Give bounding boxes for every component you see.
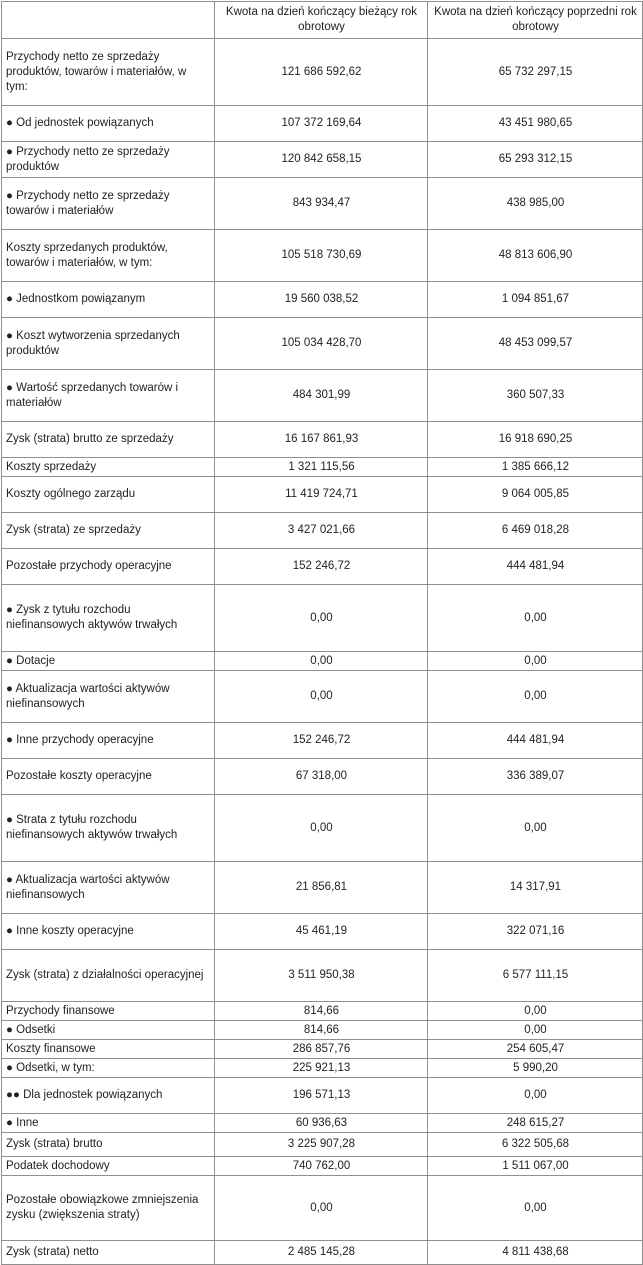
table-row (2, 1078, 643, 1114)
table-row (2, 370, 643, 422)
previous-year-value: 0,00 (428, 585, 643, 652)
previous-year-value: 9 064 005,85 (428, 477, 643, 513)
table-row (2, 862, 643, 914)
previous-year-value: 1 094 851,67 (428, 282, 643, 318)
row-label: ● Aktualizacja wartości aktywów niefinansowych (2, 671, 215, 723)
row-label: Koszty finansowe (2, 1040, 215, 1059)
current-year-value: 11 419 724,71 (215, 477, 428, 513)
row-label: Koszty sprzedaży (2, 458, 215, 477)
table-row (2, 914, 643, 950)
header-current-year: Kwota na dzień kończący bieżący rok obrotowy (215, 2, 428, 39)
table-row (2, 1021, 643, 1040)
previous-year-value: 0,00 (428, 652, 643, 671)
previous-year-value: 254 605,47 (428, 1040, 643, 1059)
current-year-value: 0,00 (215, 1176, 428, 1241)
current-year-value: 45 461,19 (215, 914, 428, 950)
table-row (2, 1040, 643, 1059)
table-row (2, 1059, 643, 1078)
row-label: Zysk (strata) ze sprzedaży (2, 513, 215, 549)
table-row (2, 1157, 643, 1176)
current-year-value: 3 225 907,28 (215, 1133, 428, 1157)
current-year-value: 19 560 038,52 (215, 282, 428, 318)
previous-year-value: 0,00 (428, 1078, 643, 1114)
table-row (2, 142, 643, 178)
previous-year-value: 16 918 690,25 (428, 422, 643, 458)
current-year-value: 740 762,00 (215, 1157, 428, 1176)
row-label: Podatek dochodowy (2, 1157, 215, 1176)
row-label: ● Zysk z tytułu rozchodu niefinansowych aktywów trwałych (2, 585, 215, 652)
previous-year-value: 6 577 111,15 (428, 950, 643, 1002)
row-label: ● Odsetki, w tym: (2, 1059, 215, 1078)
table-row (2, 39, 643, 106)
table-row (2, 458, 643, 477)
current-year-value: 107 372 169,64 (215, 106, 428, 142)
previous-year-value: 65 293 312,15 (428, 142, 643, 178)
row-label: ● Przychody netto ze sprzedaży produktów (2, 142, 215, 178)
current-year-value: 814,66 (215, 1002, 428, 1021)
table-row (2, 549, 643, 585)
table-row (2, 178, 643, 230)
row-label: Zysk (strata) brutto (2, 1133, 215, 1157)
current-year-value: 0,00 (215, 795, 428, 862)
previous-year-value: 0,00 (428, 1002, 643, 1021)
previous-year-value: 1 385 666,12 (428, 458, 643, 477)
table-row (2, 318, 643, 370)
row-label: Przychody finansowe (2, 1002, 215, 1021)
previous-year-value: 48 453 099,57 (428, 318, 643, 370)
previous-year-value: 336 389,07 (428, 759, 643, 795)
previous-year-value: 6 469 018,28 (428, 513, 643, 549)
table-row (2, 759, 643, 795)
previous-year-value: 360 507,33 (428, 370, 643, 422)
row-label: ● Dotacje (2, 652, 215, 671)
current-year-value: 1 321 115,56 (215, 458, 428, 477)
previous-year-value: 14 317,91 (428, 862, 643, 914)
row-label: ● Wartość sprzedanych towarów i materiałów (2, 370, 215, 422)
row-label: ● Przychody netto ze sprzedaży towarów i materiałów (2, 178, 215, 230)
header-label-cell (2, 2, 215, 39)
row-label: ● Inne koszty operacyjne (2, 914, 215, 950)
row-label: ● Jednostkom powiązanym (2, 282, 215, 318)
table-row (2, 950, 643, 1002)
row-label: Zysk (strata) brutto ze sprzedaży (2, 422, 215, 458)
table-row (2, 1133, 643, 1157)
current-year-value: 286 857,76 (215, 1040, 428, 1059)
current-year-value: 60 936,63 (215, 1114, 428, 1133)
table-row (2, 422, 643, 458)
previous-year-value: 444 481,94 (428, 723, 643, 759)
current-year-value: 67 318,00 (215, 759, 428, 795)
current-year-value: 3 511 950,38 (215, 950, 428, 1002)
current-year-value: 152 246,72 (215, 723, 428, 759)
previous-year-value: 0,00 (428, 671, 643, 723)
previous-year-value: 6 322 505,68 (428, 1133, 643, 1157)
current-year-value: 121 686 592,62 (215, 39, 428, 106)
current-year-value: 3 427 021,66 (215, 513, 428, 549)
previous-year-value: 322 071,16 (428, 914, 643, 950)
table-row (2, 795, 643, 862)
current-year-value: 105 034 428,70 (215, 318, 428, 370)
row-label: ● Inne (2, 1114, 215, 1133)
row-label: Przychody netto ze sprzedaży produktów, towarów i materiałów, w tym: (2, 39, 215, 106)
previous-year-value: 65 732 297,15 (428, 39, 643, 106)
current-year-value: 843 934,47 (215, 178, 428, 230)
row-label: Koszty sprzedanych produktów, towarów i materiałów, w tym: (2, 230, 215, 282)
row-label: Pozostałe przychody operacyjne (2, 549, 215, 585)
previous-year-value: 438 985,00 (428, 178, 643, 230)
row-label: ● Aktualizacja wartości aktywów niefinansowych (2, 862, 215, 914)
current-year-value: 0,00 (215, 585, 428, 652)
previous-year-value: 248 615,27 (428, 1114, 643, 1133)
row-label: ● Odsetki (2, 1021, 215, 1040)
current-year-value: 120 842 658,15 (215, 142, 428, 178)
row-label: ● Strata z tytułu rozchodu niefinansowych aktywów trwałych (2, 795, 215, 862)
previous-year-value: 444 481,94 (428, 549, 643, 585)
table-row (2, 230, 643, 282)
row-label: ● Inne przychody operacyjne (2, 723, 215, 759)
previous-year-value: 43 451 980,65 (428, 106, 643, 142)
row-label: ●● Dla jednostek powiązanych (2, 1078, 215, 1114)
income-statement-table (1, 1, 643, 1265)
table-row (2, 282, 643, 318)
table-row (2, 106, 643, 142)
current-year-value: 16 167 861,93 (215, 422, 428, 458)
previous-year-value: 0,00 (428, 795, 643, 862)
current-year-value: 152 246,72 (215, 549, 428, 585)
table-row (2, 585, 643, 652)
previous-year-value: 5 990,20 (428, 1059, 643, 1078)
table-row (2, 652, 643, 671)
table-row (2, 1176, 643, 1241)
current-year-value: 105 518 730,69 (215, 230, 428, 282)
previous-year-value: 0,00 (428, 1021, 643, 1040)
current-year-value: 484 301,99 (215, 370, 428, 422)
row-label: Pozostałe obowiązkowe zmniejszenia zysku (zwiększenia straty) (2, 1176, 215, 1241)
header-previous-year: Kwota na dzień kończący poprzedni rok obrotowy (428, 2, 643, 39)
current-year-value: 0,00 (215, 652, 428, 671)
current-year-value: 196 571,13 (215, 1078, 428, 1114)
table-row (2, 513, 643, 549)
row-label: ● Koszt wytworzenia sprzedanych produktów (2, 318, 215, 370)
row-label: Pozostałe koszty operacyjne (2, 759, 215, 795)
current-year-value: 2 485 145,28 (215, 1241, 428, 1265)
current-year-value: 225 921,13 (215, 1059, 428, 1078)
row-label: Koszty ogólnego zarządu (2, 477, 215, 513)
header-row (2, 2, 643, 39)
current-year-value: 21 856,81 (215, 862, 428, 914)
table-row (2, 1114, 643, 1133)
table-row (2, 671, 643, 723)
previous-year-value: 48 813 606,90 (428, 230, 643, 282)
row-label: Zysk (strata) z działalności operacyjnej (2, 950, 215, 1002)
previous-year-value: 0,00 (428, 1176, 643, 1241)
table-row (2, 477, 643, 513)
current-year-value: 814,66 (215, 1021, 428, 1040)
row-label: Zysk (strata) netto (2, 1241, 215, 1265)
previous-year-value: 4 811 438,68 (428, 1241, 643, 1265)
current-year-value: 0,00 (215, 671, 428, 723)
table-row (2, 1002, 643, 1021)
row-label: ● Od jednostek powiązanych (2, 106, 215, 142)
table-row (2, 723, 643, 759)
previous-year-value: 1 511 067,00 (428, 1157, 643, 1176)
table-row (2, 1241, 643, 1265)
